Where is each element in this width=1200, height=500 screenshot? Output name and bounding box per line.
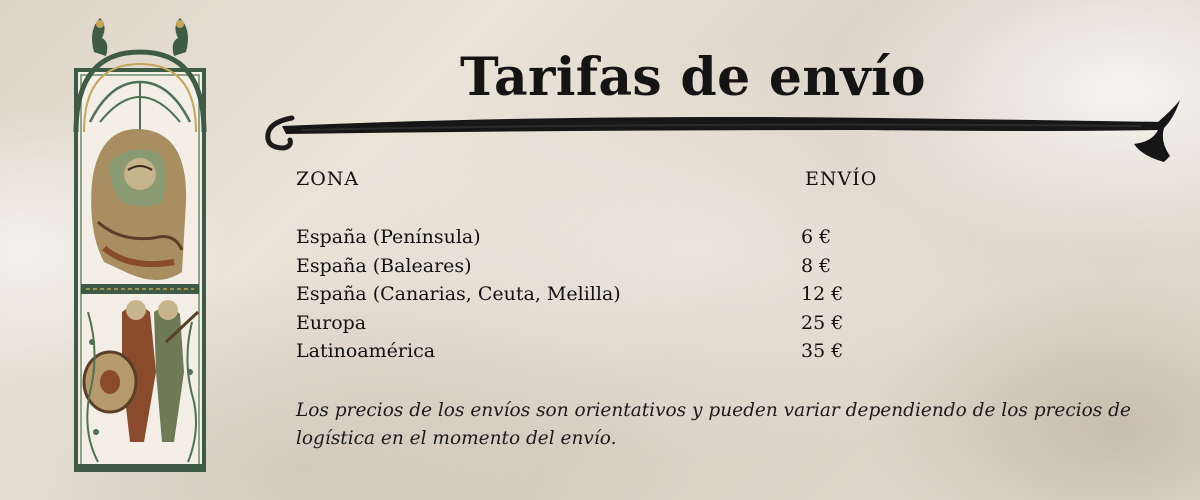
- column-header-zone: ZONA: [296, 168, 360, 190]
- table-row: [296, 283, 916, 312]
- price-cell: 8 €: [801, 254, 832, 277]
- zone-cell: España (Baleares): [296, 254, 472, 277]
- table-row: [296, 255, 916, 284]
- zone-cell: Latinoamérica: [296, 340, 436, 362]
- price-cell: 6 €: [801, 226, 832, 248]
- price-cell: 35 €: [801, 340, 844, 362]
- shipping-rates-table: [296, 168, 916, 362]
- zone-cell: Europa: [296, 311, 367, 334]
- brush-stroke-divider-icon: [262, 96, 1186, 176]
- medieval-illustration-icon: [70, 12, 210, 474]
- table-row: [296, 226, 916, 255]
- table-body: [296, 226, 916, 369]
- column-header-price: ENVÍO: [805, 168, 878, 190]
- page-title: Tarifas de envío: [460, 47, 926, 108]
- table-row: [296, 312, 916, 341]
- price-cell: 12 €: [801, 283, 844, 305]
- table-header: [296, 168, 916, 198]
- price-cell: 25 €: [801, 311, 844, 334]
- table-row: [296, 340, 916, 369]
- shipping-note: Los precios de los envíos son orientativos y pueden variar dependiendo de los precios de logística en el momento del envío.: [296, 400, 1131, 449]
- zone-cell: España (Canarias, Ceuta, Melilla): [296, 283, 621, 305]
- zone-cell: España (Península): [296, 226, 481, 248]
